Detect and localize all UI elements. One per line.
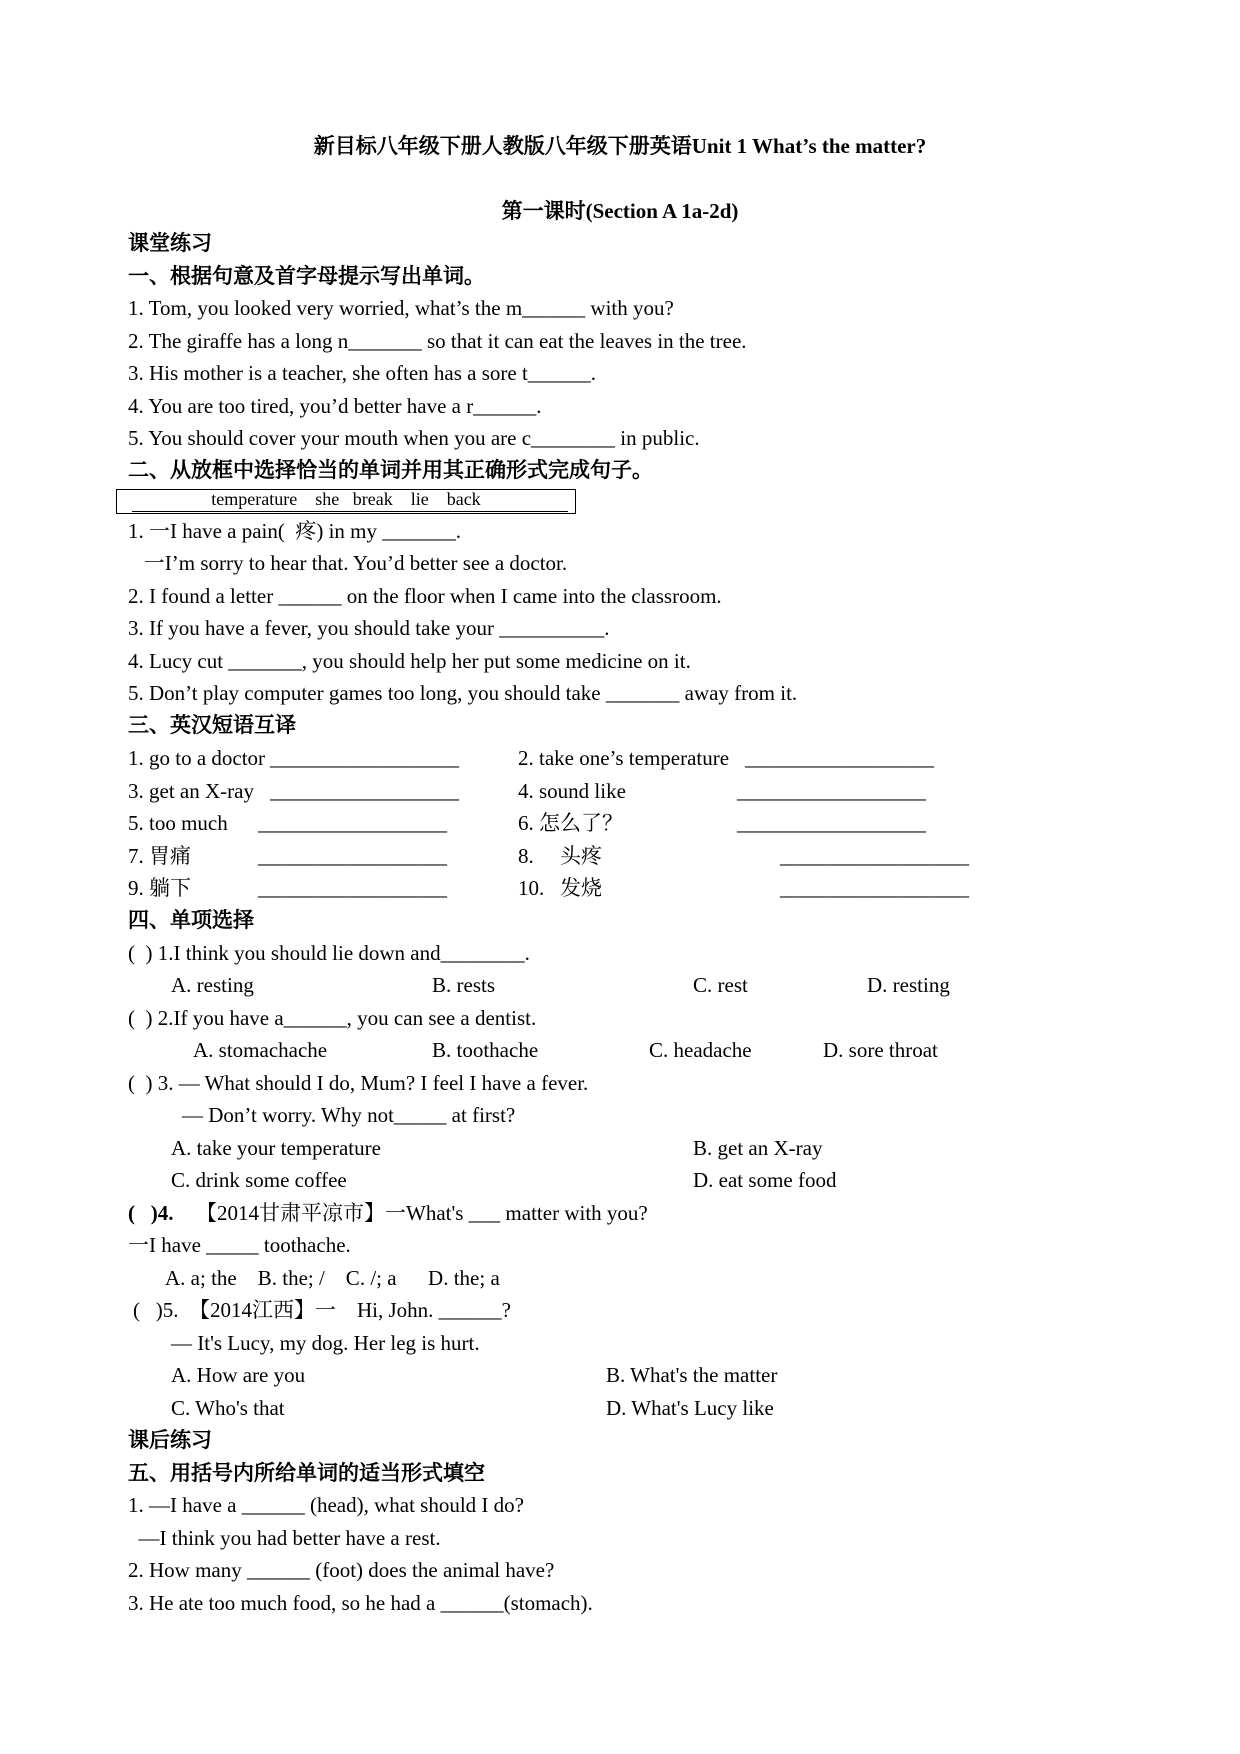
- option-c: C. Who's that: [171, 1396, 285, 1420]
- question-number: ( )4.: [128, 1201, 174, 1225]
- part1-item: 3. His mother is a teacher, she often has a sore t______.: [128, 361, 597, 385]
- part2-item: 1. 一I have a pain( 疼) in my _______.: [128, 519, 462, 543]
- part2-item: 2. I found a letter ______ on the floor when I came into the classroom.: [128, 584, 722, 608]
- answer-blank: __________________: [737, 811, 926, 835]
- answer-blank: __________________: [780, 844, 969, 868]
- question-line: — It's Lucy, my dog. Her leg is hurt.: [171, 1331, 480, 1355]
- option-b: B. What's the matter: [606, 1363, 778, 1387]
- option-b: B. get an X-ray: [693, 1136, 823, 1160]
- answer-blank: __________________: [737, 779, 926, 803]
- option-d: D. What's Lucy like: [606, 1396, 774, 1420]
- word-box-words: temperature she break lie back: [211, 489, 481, 509]
- option-c: C. drink some coffee: [171, 1168, 347, 1192]
- phrase-left: 5. too much: [128, 811, 228, 835]
- part2-item: 5. Don’t play computer games too long, you should take _______ away from it.: [128, 681, 798, 705]
- part1-item: 5. You should cover your mouth when you are c________ in public.: [128, 426, 700, 450]
- phrase-right: 10. 发烧: [518, 876, 602, 900]
- option-d: D. resting: [867, 973, 950, 997]
- part5-item: 2. How many ______ (foot) does the animal have?: [128, 1558, 555, 1582]
- option-a: A. How are you: [171, 1363, 306, 1387]
- part1-item: 4. You are too tired, you’d better have a r______.: [128, 394, 542, 418]
- page-title: 新目标八年级下册人教版八年级下册英语Unit 1 What’s the matter?: [313, 134, 927, 158]
- option-b: B. rests: [432, 973, 495, 997]
- answer-blank: __________________: [270, 779, 459, 803]
- phrase-right: 8. 头疼: [518, 844, 602, 868]
- part5-item: 3. He ate too much food, so he had a ______(stomach).: [128, 1591, 593, 1615]
- part1-item: 2. The giraffe has a long n_______ so that it can eat the leaves in the tree.: [128, 329, 747, 353]
- option-d: D. sore throat: [823, 1038, 938, 1062]
- option-b: B. toothache: [432, 1038, 539, 1062]
- option-a: A. take your temperature: [171, 1136, 381, 1160]
- part2-heading: 二、从放框中选择恰当的单词并用其正确形式完成句子。: [128, 458, 653, 482]
- part2-item: 一I’m sorry to hear that. You’d better see a doctor.: [128, 551, 568, 575]
- part2-item: 4. Lucy cut _______, you should help her put some medicine on it.: [128, 649, 691, 673]
- phrase-left: 1. go to a doctor: [128, 746, 266, 770]
- question-line: — Don’t worry. Why not_____ at first?: [182, 1103, 516, 1127]
- option-a: A. stomachache: [193, 1038, 328, 1062]
- option-c: C. rest: [693, 973, 748, 997]
- phrase-right: 4. sound like: [518, 779, 626, 803]
- option-d: D. eat some food: [693, 1168, 837, 1192]
- question-options: A. a; the B. the; / C. /; a D. the; a: [165, 1266, 500, 1290]
- phrase-left: 7. 胃痛: [128, 844, 191, 868]
- question-stem: ( ) 2.If you have a______, you can see a dentist.: [128, 1006, 537, 1030]
- section-class-practice: 课堂练习: [128, 231, 212, 255]
- answer-blank: __________________: [258, 811, 447, 835]
- answer-blank: __________________: [270, 746, 459, 770]
- part5-item: —I think you had better have a rest.: [128, 1526, 441, 1550]
- page-subtitle: 第一课时(Section A 1a-2d): [501, 199, 739, 223]
- answer-blank: __________________: [745, 746, 934, 770]
- word-box-underline: [132, 511, 568, 512]
- answer-blank: __________________: [258, 844, 447, 868]
- part5-item: 1. —I have a ______ (head), what should I do?: [128, 1493, 524, 1517]
- question-stem: ( ) 3. — What should I do, Mum? I feel I have a fever.: [128, 1071, 589, 1095]
- phrase-left: 9. 躺下: [128, 876, 191, 900]
- part3-heading: 三、英汉短语互译: [128, 713, 296, 737]
- answer-blank: __________________: [780, 876, 969, 900]
- part1-heading: 一、根据句意及首字母提示写出单词。: [128, 264, 485, 288]
- part2-item: 3. If you have a fever, you should take your __________.: [128, 616, 610, 640]
- phrase-right: 2. take one’s temperature: [518, 746, 730, 770]
- part5-heading: 五、用括号内所给单词的适当形式填空: [128, 1461, 485, 1485]
- question-stem: 【2014甘肃平凉市】一What's ___ matter with you?: [196, 1201, 648, 1225]
- section-after-class: 课后练习: [128, 1428, 212, 1452]
- option-c: C. headache: [649, 1038, 752, 1062]
- part4-heading: 四、单项选择: [128, 908, 254, 932]
- part1-item: 1. Tom, you looked very worried, what’s the m______ with you?: [128, 296, 674, 320]
- answer-blank: __________________: [258, 876, 447, 900]
- phrase-left: 3. get an X-ray: [128, 779, 254, 803]
- question-stem: ( )5. 【2014江西】一 Hi, John. ______?: [133, 1298, 511, 1322]
- phrase-right: 6. 怎么了？: [518, 811, 623, 835]
- question-line: 一I have _____ toothache.: [128, 1233, 351, 1257]
- question-stem: ( ) 1.I think you should lie down and________.: [128, 941, 530, 965]
- option-a: A. resting: [171, 973, 254, 997]
